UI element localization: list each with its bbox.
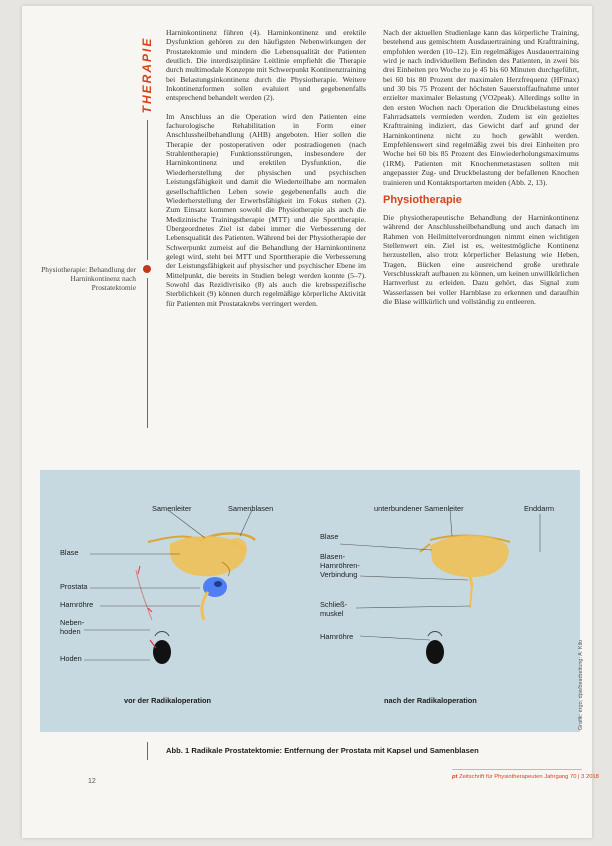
anatomy-figure — [40, 470, 580, 732]
label-schliessmuskel: Schließ-muskel — [320, 600, 348, 618]
bladder-shape — [430, 535, 509, 577]
right-subtitle: nach der Radikaloperation — [384, 696, 477, 705]
page-number: 12 — [88, 778, 96, 785]
caption-label: Abb. 1 — [166, 746, 190, 755]
paragraph: Nach der aktuellen Studienlage kann das körperliche Training, bestehend aus gemischtem Ausdauertraining und Krafttraining, empfohlen werden (10–12). Ein regelmäßiges Ausdauertraining wird je nach individuellem Befinden des Patienten, in zwei bis drei Einheiten pro Woche zu je 45 bis 60 Minuten durchgeführt, bei 60 bis 80 Prozent der maximalen Herzfrequenz (HFmax) und 30 bis 75 Prozent der höchsten Sauerstoffaufnahme unter erzielter maximaler Belastung (VO2peak). Allerdings sollte in den ersten Wochen nach Operation die Druckbelastung eines Fahrradsattels vermieden werden. Zudem ist ein gezieltes Krafttraining indiziert, das Gewicht darf auf grund der Harninkontinenz nicht zu hoch gewählt werden. Empfehlenswert sind regelmäßig zwei bis drei Einheiten pro Woche bei 60 bis 85 Prozent des Einwiederholungsmaximums (1RM). Patienten mit Knochenmetastasen sollten mit angepasster Zug- und Druckbelastung der befallenen Knochen trainieren und Kontaktsportarten meiden (Abb. 2, 13). — [383, 28, 579, 187]
margin-rule-top — [147, 120, 148, 260]
right-diagram — [340, 510, 540, 664]
label-enddarm: Enddarm — [524, 504, 554, 513]
caption-text: Radikale Prostatektomie: Entfernung der Prostata mit Kapsel und Samenblasen — [191, 746, 479, 755]
figure-credit: Grafik: ergo, dpa/bearbeitung: A. Kilo — [578, 639, 584, 731]
footer-rule — [452, 769, 582, 770]
label-prostata: Prostata — [60, 582, 88, 591]
margin-bullet — [143, 265, 151, 273]
left-diagram — [84, 510, 255, 664]
journal-source: pt Zeitschrift für Physiotherapeuten Jahrgang 70 | 3 2018 — [452, 774, 599, 780]
caption-rule — [147, 742, 148, 760]
section-tag: THERAPIE — [140, 36, 154, 114]
label-hoden: Hoden — [60, 654, 82, 663]
label-nebenhoden: Neben-hoden — [60, 618, 85, 636]
label-unterbundener-samenleiter: unterbundener Samenleiter — [374, 504, 464, 513]
label-blase-right: Blase — [320, 532, 339, 541]
paragraph: Im Anschluss an die Operation wird den Patienten eine fachurologische Rehabilitation in Form einer Anschlussheilbehandlung (AHB) angeboten. Hier sollen die Therapie der postoperativen oder postradiogenen (nach Strahlentherapie) Funktionsstörungen, insbesondere der Harninkontinenz und erektilen Dysfunktion, die Wiederherstellung der physischen und psychischen Leistungsfähigkeit und damit die Wiederteilhabe am normalen gesellschaftlichen Leben sowie gegebenenfalls auch die Wiederherstellung der Erwerbsfähigkeit im Fokus stehen (2). Zum Einsatz kommen sowohl die Physiotherapie als auch die Medizinische Trainingstherapie (MTT) und die Sporttherapie. Übergeordnetes Ziel ist dabei immer die Verbesserung der Lebensqualität des Patienten. Während bei der Physiotherapie der Schwerpunkt zumeist auf die Behandlung der Harninkontinenz gelegt wird, steht bei MTT und Sporttherapie die Verbesserung der Leistungsfähigkeit auf physischer und psychischer Ebene im Mittelpunkt, die bereits in Studien belegt werden konnte (5–7). Sowohl das Rezidivrisiko (8) als auch die krebsspezifische Sterblichkeit (9) können durch regelmäßige körperliche Aktivität für Patienten mit Prostatakrebs verringert werden. — [166, 111, 366, 308]
label-blasen-harnroehren-verbindung: Blasen-Harnröhren-Verbindung — [320, 552, 360, 579]
paragraph: Die physiotherapeutische Behandlung der Harninkontinenz während der Anschlussheilbehandlung und auch danach im Rahmen von Heilmittelverordnungen nimmt einen wichtigen Stellenwert ein. Ziel ist es, weitestmögliche Kontinenz herzustellen, also trotz körperlicher Belastung wie Heben, Tragen, Bücken eine ausreichend große urethrale Verschlusskraft aufbauen zu können, um keinen unwillkürlichen Harnverlust zu erleiden. Dazu gehört, das Signal zum Wasserlassen bei voller Harnblase zu erkennen und daraufhin die Blase willkürlich und vollständig zu entleeren. — [383, 212, 579, 306]
paragraph: Harninkontinenz führen (4). Harninkontinenz und erektile Dysfunktion gehören zu den häufigsten Nebenwirkungen der Prostatektomie und mindern die Lebensqualität der Patienten deutlich. Die interdisziplinäre Leitlinie empfiehlt die Therapie durch multimodale Konzepte mit Schwerpunkt Kontinenztraining bei Belastungsinkontinenz durch die Physiotherapie. Weitere Inkontinenzformen sollen evaluiert und gegebenenfalls entsprechend behandelt werden (2). — [166, 28, 366, 103]
text-column-left — [166, 28, 366, 317]
figure-caption — [166, 746, 586, 755]
margin-note: Physiotherapie: Behandlung der Harninkontinenz nach Prostatektomie — [41, 265, 136, 293]
label-samenleiter: Samenleiter — [152, 504, 192, 513]
margin-rule-bottom — [147, 278, 148, 428]
section-heading: Physiotherapie — [383, 193, 462, 206]
testis-shape — [153, 640, 171, 664]
label-harnroehre-right: Harnröhre — [320, 632, 354, 641]
testis-shape — [426, 640, 444, 664]
left-subtitle: vor der Radikaloperation — [124, 696, 212, 705]
label-samenblasen: Samenblasen — [228, 504, 274, 513]
label-blase: Blase — [60, 548, 79, 557]
label-harnroehre: Harnröhre — [60, 600, 94, 609]
text-column-right — [383, 28, 579, 315]
anatomy-illustration — [40, 470, 580, 732]
